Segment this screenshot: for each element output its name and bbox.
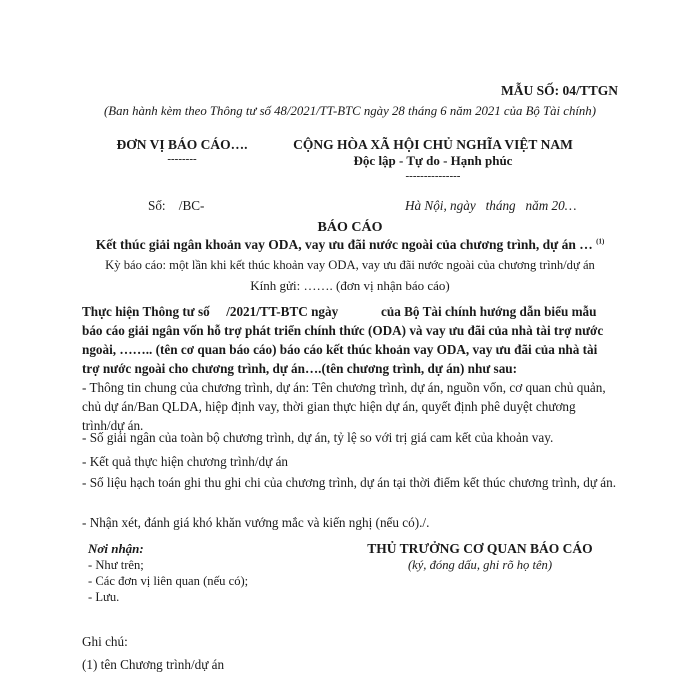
list-item-disbursement: - Số giải ngân của toàn bộ chương trình, dự án, tỷ lệ so với trị giá cam kết của khoản vay. (82, 430, 554, 445)
reporting-period: Kỳ báo cáo: một lần khi kết thúc khoản vay ODA, vay ưu đãi nước ngoài của chương trình/dự án (105, 258, 595, 272)
list-item-results: - Kết quả thực hiện chương trình/dự án (82, 454, 289, 469)
report-title: BÁO CÁO (317, 220, 383, 235)
place-and-date: Hà Nội, ngày tháng năm 20… (405, 198, 577, 213)
left-header-underline: -------- (167, 153, 197, 165)
recipient-item: - Các đơn vị liên quan (nếu có); (88, 574, 249, 588)
report-subtitle-text: Kết thúc giải ngân khoản vay ODA, vay ưu đãi nước ngoài của chương trình, dự án … (95, 237, 593, 252)
intro-paragraph: Thực hiện Thông tư số /2021/TT-BTC ngày của Bộ Tài chính hướng dẫn biểu mẫu báo cáo giải ngân vốn hỗ trợ phát triển chính thức (ODA) và vay ưu đãi của nhà tài trợ nước ngoài, …….. (tên cơ quan báo cáo) báo cáo kết thúc khoản vay ODA, vay ưu đãi của nhà tài trợ nước ngoài cho chương trình, dự án….(tên chương trình, dự án) như sau: (82, 304, 607, 376)
footnote-marker: (1) (596, 237, 605, 246)
list-item-accounting: - Số liệu hạch toán ghi thu ghi chi của chương trình, dự án tại thời điểm kết thúc chương trình, dự án. (82, 475, 617, 490)
document-number: Số: /BC- (148, 198, 205, 213)
report-subtitle (82, 237, 618, 253)
recipient-line: Kính gửi: ……. (đơn vị nhận báo cáo) (250, 278, 450, 293)
issued-with-note: (Ban hành kèm theo Thông tư số 48/2021/TT-BTC ngày 28 tháng 6 năm 2021 của Bộ Tài chính) (104, 104, 596, 118)
recipient-item: - Lưu. (88, 590, 120, 604)
signature-instruction: (ký, đóng dấu, ghi rõ họ tên) (407, 558, 553, 572)
signature-title: THỦ TRƯỞNG CƠ QUAN BÁO CÁO (367, 541, 593, 556)
recipients-heading: Nơi nhận: (88, 541, 144, 556)
nation-title: CỘNG HÒA XÃ HỘI CHỦ NGHĨA VIỆT NAM (293, 137, 573, 152)
right-header-underline: --------------- (405, 170, 461, 182)
list-item-remarks: - Nhận xét, đánh giá khó khăn vướng mắc và kiến nghị (nếu có)./. (82, 515, 430, 530)
national-motto: Độc lập - Tự do - Hạnh phúc (353, 153, 513, 168)
list-item-general-info: - Thông tin chung của chương trình, dự án: Tên chương trình, dự án, nguồn vốn, cơ quan chủ quản, chủ dự án/Ban QLDA, hiệp định vay, thời gian thực hiện dự án, quyết định phê duyệt chương trình/dự án. (82, 380, 606, 433)
form-code: MẪU SỐ: 04/TTGN (500, 83, 618, 98)
recipient-item: - Như trên; (88, 558, 144, 572)
reporting-unit: ĐƠN VỊ BÁO CÁO…. (116, 137, 248, 152)
notes-item: (1) tên Chương trình/dự án (82, 657, 225, 672)
notes-heading: Ghi chú: (82, 634, 128, 649)
